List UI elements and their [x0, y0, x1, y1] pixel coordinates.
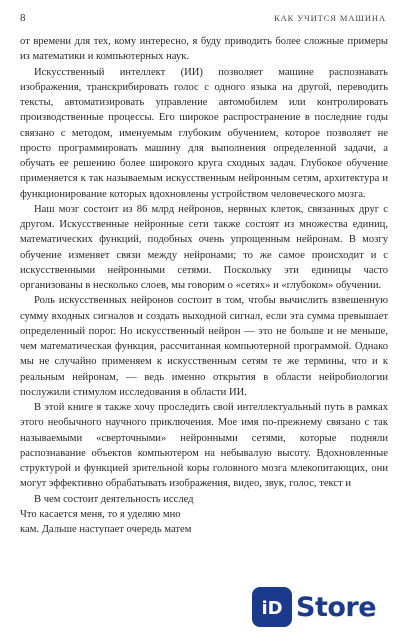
paragraph-3: Наш мозг состоит из 86 млрд нейронов, нервных клеток, связанных друг с другом. Искусственные нейронные сети также состоят из множества единиц, математических функций, подобных очень упрощенным нейронам. В мозгу обучение изменяет связи между нейронами; то же самое происходит и с искусственными нейронными сетями. Поскольку эти единицы часто организованы в несколько слоев, мы говорим о «сетях» и «глубоком» обучении.	[20, 203, 388, 291]
running-head: КАК УЧИТСЯ МАШИНА	[274, 13, 386, 23]
paragraph-2: Искусственный интеллект (ИИ) позволяет машине распознавать изображения, транскрибировать голос с одного языка на другой, переводить тексты, автоматизировать управление автомобилем или контролировать производственные процессы. Его широкое распространение в последние годы связано с методом, именуемым глубоким обучением, которое позволяет не просто программировать машину для выполнения определенной задачи, а обучать ее решению более широкого круга сходных задач. Глубокое обучение применяется к так называемым искусственным нейронным сетям, архитектура и функционирование которых вдохновлены устройством человеческого мозга.	[20, 66, 388, 200]
watermark-logo	[252, 582, 402, 632]
watermark-badge	[252, 587, 292, 627]
id-logo-icon	[257, 592, 287, 622]
paragraph-6-line-2: Что касается меня, то я уделяю мно	[20, 508, 181, 520]
paragraph-1: от времени для тех, кому интересно, я буду приводить более сложные примеры из математики и компьютерных наук.	[20, 36, 388, 63]
page-number: 8	[20, 12, 26, 24]
text-column	[20, 34, 388, 537]
watermark-badge-text: iD	[261, 598, 283, 619]
watermark-text: Store	[296, 591, 377, 623]
paragraph-5: В этой книге я также хочу проследить свой интеллектуальный путь в рамках этого необычного научного приключения. Мое имя по-прежнему связано с так называемыми «сверточными» нейронными сетями, которые подняли распознавание объектов компьютером на небывалую высоту. Вдохновленные структурой и функцией зрительной коры головного мозга млекопитающих, они могут эффективно обрабатывать изображения, видео, звук, голос, текст и	[20, 402, 388, 490]
paragraph-4: Роль искусственных нейронов состоит в том, чтобы вычислить взвешенную сумму входных сигналов и создать выходной сигнал, если эта сумма превышает определенный порог. Но искусственный нейрон — это не больше и не меньше, чем математическая функция, рассчитанная компьютерной программой. Однако мы не случайно применяем к искусственным сетям те же термины, что и к реальным нейронам, — ведь именно открытия в области нейробиологии послужили стимулом исследования в области ИИ.	[20, 295, 388, 398]
paragraph-6: В чем состоит деятельность исслед	[34, 493, 194, 505]
paragraph-6-line-3: кам. Дальше наступает очередь матем	[20, 524, 192, 535]
